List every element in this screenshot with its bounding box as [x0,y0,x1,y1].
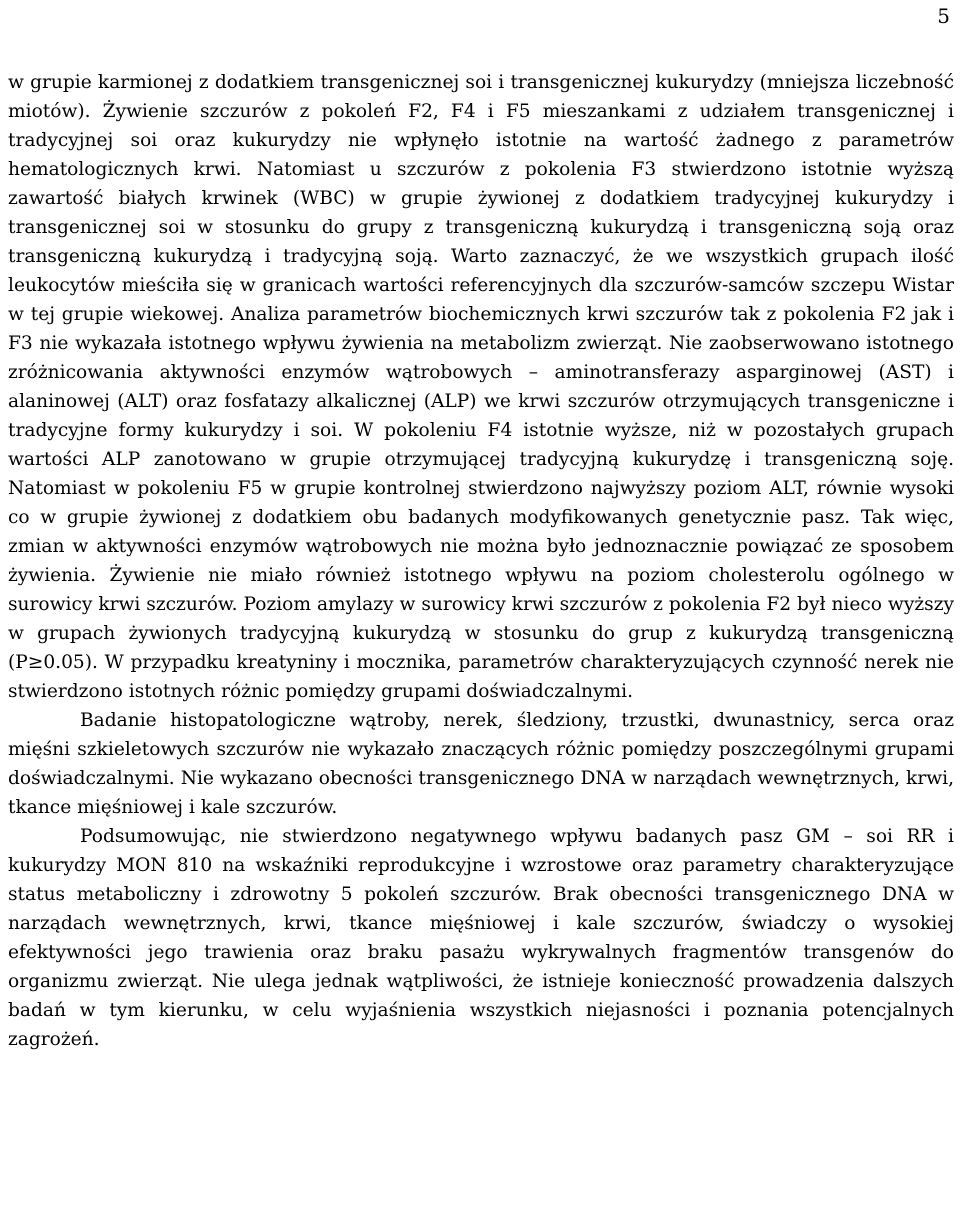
page-number: 5 [937,4,950,28]
document-body [8,68,954,1054]
paragraph-hematology-biochemistry: w grupie karmionej z dodatkiem transgenicznej soi i transgenicznej kukurydzy (mniejsza liczebność miotów). Żywienie szczurów z pokoleń F2, F4 i F5 mieszankami z udziałem transgenicznej i tradycyjnej soi oraz kukurydzy nie wpłynęło istotnie na wartość żadnego z parametrów hematologicznych krwi. Natomiast u szczurów z pokolenia F3 stwierdzono istotnie wyższą zawartość białych krwinek (WBC) w grupie żywionej z dodatkiem tradycyjnej kukurydzy i transgenicznej soi w stosunku do grupy z transgeniczną kukurydzą i transgeniczną soją oraz transgeniczną kukurydzą i tradycyjną soją. Warto zaznaczyć, że we wszystkich grupach ilość leukocytów mieściła się w granicach wartości referencyjnych dla szczurów-samców szczepu Wistar w tej grupie wiekowej. Analiza parametrów biochemicznych krwi szczurów tak z pokolenia F2 jak i F3 nie wykazała istotnego wpływu żywienia na metabolizm zwierząt. Nie zaobserwowano istotnego zróżnicowania aktywności enzymów wątrobowych – aminotransferazy asparginowej (AST) i alaninowej (ALT) oraz fosfatazy alkalicznej (ALP) we krwi szczurów otrzymujących transgeniczne i tradycyjne formy kukurydzy i soi. W pokoleniu F4 istotnie wyższe, niż w pozostałych grupach wartości ALP zanotowano w grupie otrzymującej tradycyjną kukurydzę i transgeniczną soję. Natomiast w pokoleniu F5 w grupie kontrolnej stwierdzono najwyższy poziom ALT, równie wysoki co w grupie żywionej z dodatkiem obu badanych modyfikowanych genetycznie pasz. Tak więc, zmian w aktywności enzymów wątrobowych nie można było jednoznacznie powiązać ze sposobem żywienia. Żywienie nie miało również istotnego wpływu na poziom cholesterolu ogólnego w surowicy krwi szczurów. Poziom amylazy w surowicy krwi szczurów z pokolenia F2 był nieco wyższy w grupach żywionych tradycyjną kukurydzą w stosunku do grup z kukurydzą transgeniczną (P≥0.05). W przypadku kreatyniny i mocznika, parametrów charakteryzujących czynność nerek nie stwierdzono istotnych różnic pomiędzy grupami doświadczalnymi. [8,72,954,702]
paragraph-summary: Podsumowując, nie stwierdzono negatywnego wpływu badanych pasz GM – soi RR i kukurydzy MON 810 na wskaźniki reprodukcyjne i wzrostowe oraz parametry charakteryzujące status metaboliczny i zdrowotny 5 pokoleń szczurów. Brak obecności transgenicznego DNA w narządach wewnętrznych, krwi, tkance mięśniowej i kale szczurów, świadczy o wysokiej efektywności jego trawienia oraz braku pasażu wykrywalnych fragmentów transgenów do organizmu zwierząt. Nie ulega jednak wątpliwości, że istnieje konieczność prowadzenia dalszych badań w tym kierunku, w celu wyjaśnienia wszystkich niejasności i poznania potencjalnych zagrożeń. [8,826,954,1050]
paragraph-histopathology: Badanie histopatologiczne wątroby, nerek, śledziony, trzustki, dwunastnicy, serca oraz mięśni szkieletowych szczurów nie wykazało znaczących różnic pomiędzy poszczególnymi grupami doświadczalnymi. Nie wykazano obecności transgenicznego DNA w narządach wewnętrznych, krwi, tkance mięśniowej i kale szczurów. [8,710,954,818]
